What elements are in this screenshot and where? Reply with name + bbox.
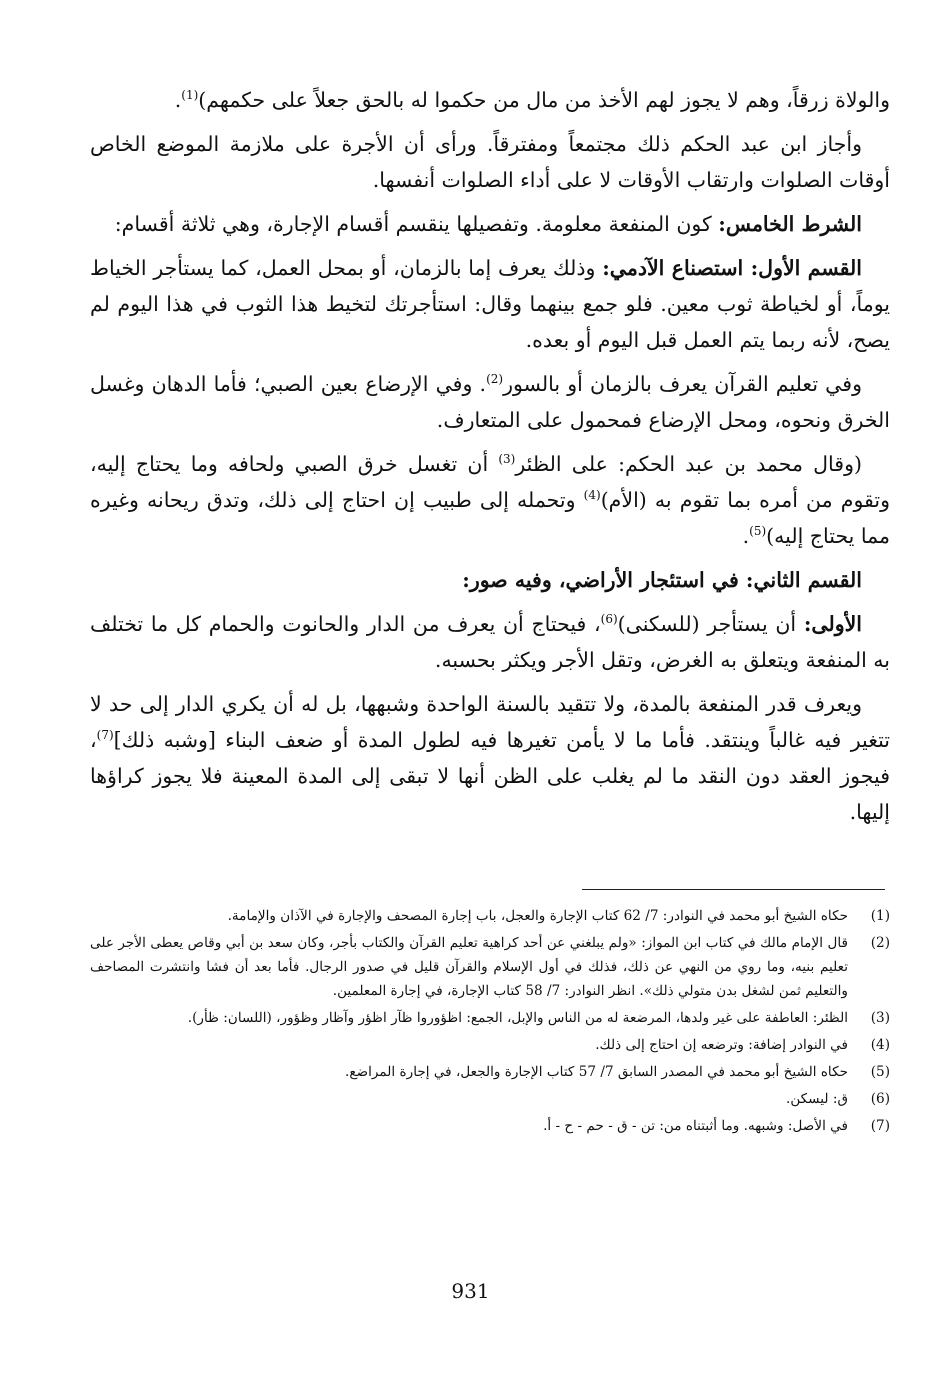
paragraph-text: كون المنفعة معلومة. وتفصيلها ينقسم أقسام الإجارة، وهي ثلاثة أقسام: bbox=[114, 212, 719, 236]
paragraph-text: ، فيجوز العقد دون النقد ما لم يغلب على الظن أنها لا تبقى إلى المدة المعينة فلا يجوز كراؤها إليها. bbox=[90, 728, 890, 824]
footnote bbox=[90, 1060, 890, 1084]
paragraph-5 bbox=[90, 366, 890, 438]
section-heading-1: القسم الأول: استصناع الآدمي: bbox=[602, 256, 862, 280]
paragraph-text: ويعرف قدر المنفعة بالمدة، ولا تتقيد بالسنة الواحدة وشبهها، بل له أن يكري الدار إلى حد لا تتغير فيه غالباً وينتقد. فأما ما لا يأمن تغيرها فيه لطول المدة أو ضعف البناء [وشبه ذلك] bbox=[90, 692, 890, 752]
footnote-text: حكاه الشيخ أبو محمد في النوادر: 7/ 62 كتاب الإجارة والعجل، باب إجارة المصحف والإجارة في الآذان والإمامة. bbox=[227, 908, 848, 924]
footnote-number: (6) bbox=[870, 1091, 890, 1107]
footnote-number: (1) bbox=[870, 908, 890, 924]
footnote-text: ق: ليسكن. bbox=[786, 1091, 848, 1107]
footnote-text: حكاه الشيخ أبو محمد في المصدر السابق 7/ 57 كتاب الإجارة والجعل، في إجارة المراضع. bbox=[345, 1064, 848, 1080]
paragraph-text: (وقال محمد بن عبد الحكم: على الظئر bbox=[515, 452, 862, 476]
footnote-text: قال الإمام مالك في كتاب ابن المواز: «ولم يبلغني عن أحد كراهية تعليم القرآن والكتاب بأجر، وكان سعد بن أبي وقاص يعطى الأجر على تعليم بنيه، وما روي من النهي عن ذلك، فذلك في أول الإسلام والقرآن قليل في صدور الرجال. فأما بعد أن فشا وانتشرت المصاحف والتعليم ثمن لشغل بدن متولي ذلك». انظر النوادر: 7/ 58 كتاب الإجارة، في إجارة المعلمين. bbox=[90, 935, 849, 999]
paragraph-end: . bbox=[742, 524, 750, 548]
footnote-ref: (3) bbox=[498, 452, 516, 467]
footnote-text: الظئر: العاطفة على غير ولدها، المرضعة له من الناس والإبل، الجمع: اظؤوروا ظآر اظؤر وآظار وظؤور، (اللسان: ظأر). bbox=[187, 1010, 848, 1026]
footnote-ref: (5) bbox=[749, 524, 767, 539]
paragraph-3 bbox=[90, 206, 890, 242]
footnote-text: في الأصل: وشبهه. وما أثبتناه من: تن - ق - حم - ح - أ. bbox=[543, 1118, 848, 1134]
paragraph-text: . وفي الإرضاع بعين الصبي؛ فأما الدهان وغسل الخرق ونحوه، ومحل الإرضاع فمحمول على المتعارف. bbox=[90, 372, 890, 432]
paragraph-text: وفي تعليم القرآن يعرف بالزمان أو بالسور bbox=[503, 372, 862, 396]
footnote-number: (2) bbox=[870, 935, 890, 951]
paragraph-text: وذلك يعرف إما بالزمان، أو بمحل العمل، كما يستأجر الخياط يوماً، أو لخياطة ثوب معين. فلو جمع بينهما وقال: استأجرتك لتخيط هذا الثوب في هذا اليوم لم يصح، لأنه ربما يتم العمل قبل اليوم أو بعده. bbox=[90, 256, 890, 352]
paragraph-4 bbox=[90, 250, 890, 358]
paragraph-8 bbox=[90, 606, 890, 678]
footnote bbox=[90, 1087, 890, 1111]
footnotes bbox=[90, 904, 890, 1141]
footnote-ref: (6) bbox=[600, 612, 618, 627]
footnote bbox=[90, 931, 890, 1003]
paragraph-9 bbox=[90, 686, 890, 830]
footnote bbox=[90, 1114, 890, 1138]
paragraph-text: والولاة زرقاً، وهم لا يجوز لهم الأخذ من مال من حكموا له بالحق جعلاً على حكمهم) bbox=[198, 88, 890, 112]
footnote-divider bbox=[582, 889, 885, 890]
main-text bbox=[90, 82, 890, 838]
footnote bbox=[90, 904, 890, 928]
paragraph-6 bbox=[90, 446, 890, 554]
page-number: 931 bbox=[451, 1279, 490, 1303]
paragraph-1 bbox=[90, 82, 890, 118]
footnote-number: (3) bbox=[870, 1010, 890, 1026]
condition-heading: الشرط الخامس: bbox=[718, 212, 862, 236]
paragraph-text: أن يستأجر (للسكنى) bbox=[617, 612, 804, 636]
footnote-ref: (4) bbox=[583, 488, 601, 503]
paragraph-2: وأجاز ابن عبد الحكم ذلك مجتمعاً ومفترقاً. ورأى أن الأجرة على ملازمة الموضع الخاص أوقات الصلوات وارتقاب الأوقات لا على أداء الصلوات أنفسها. bbox=[90, 132, 890, 192]
footnote bbox=[90, 1033, 890, 1057]
subsection-heading: الأولى: bbox=[803, 612, 862, 636]
paragraph-text: وتحمله إلى طبيب إن احتاج إلى ذلك، وتدق ريحانه وغيره مما يحتاج إليه) bbox=[90, 488, 890, 548]
paragraph-text: أن تغسل خرق الصبي ولحافه وما يحتاج إليه، وتقوم من أمره بما تقوم به (الأم) bbox=[90, 452, 891, 512]
footnote-text: في النوادر إضافة: وترضعه إن احتاج إلى ذلك. bbox=[595, 1037, 848, 1053]
footnote-ref: (7) bbox=[96, 728, 114, 743]
footnote-number: (5) bbox=[870, 1064, 890, 1080]
footnote-ref: (2) bbox=[486, 372, 504, 387]
paragraph-text: ، فيحتاج أن يعرف من الدار والحانوت والحمام كل ما تختلف به المنفعة ويتعلق به الغرض، وتقل الأجر ويكثر بحسبه. bbox=[90, 612, 890, 672]
footnote bbox=[90, 1006, 890, 1030]
paragraph-end: . bbox=[174, 88, 182, 112]
footnote-number: (7) bbox=[870, 1118, 890, 1134]
footnote-number: (4) bbox=[870, 1037, 890, 1053]
section-heading-2: القسم الثاني: في استئجار الأراضي، وفيه صور: bbox=[462, 568, 862, 592]
footnote-ref: (1) bbox=[181, 88, 199, 103]
